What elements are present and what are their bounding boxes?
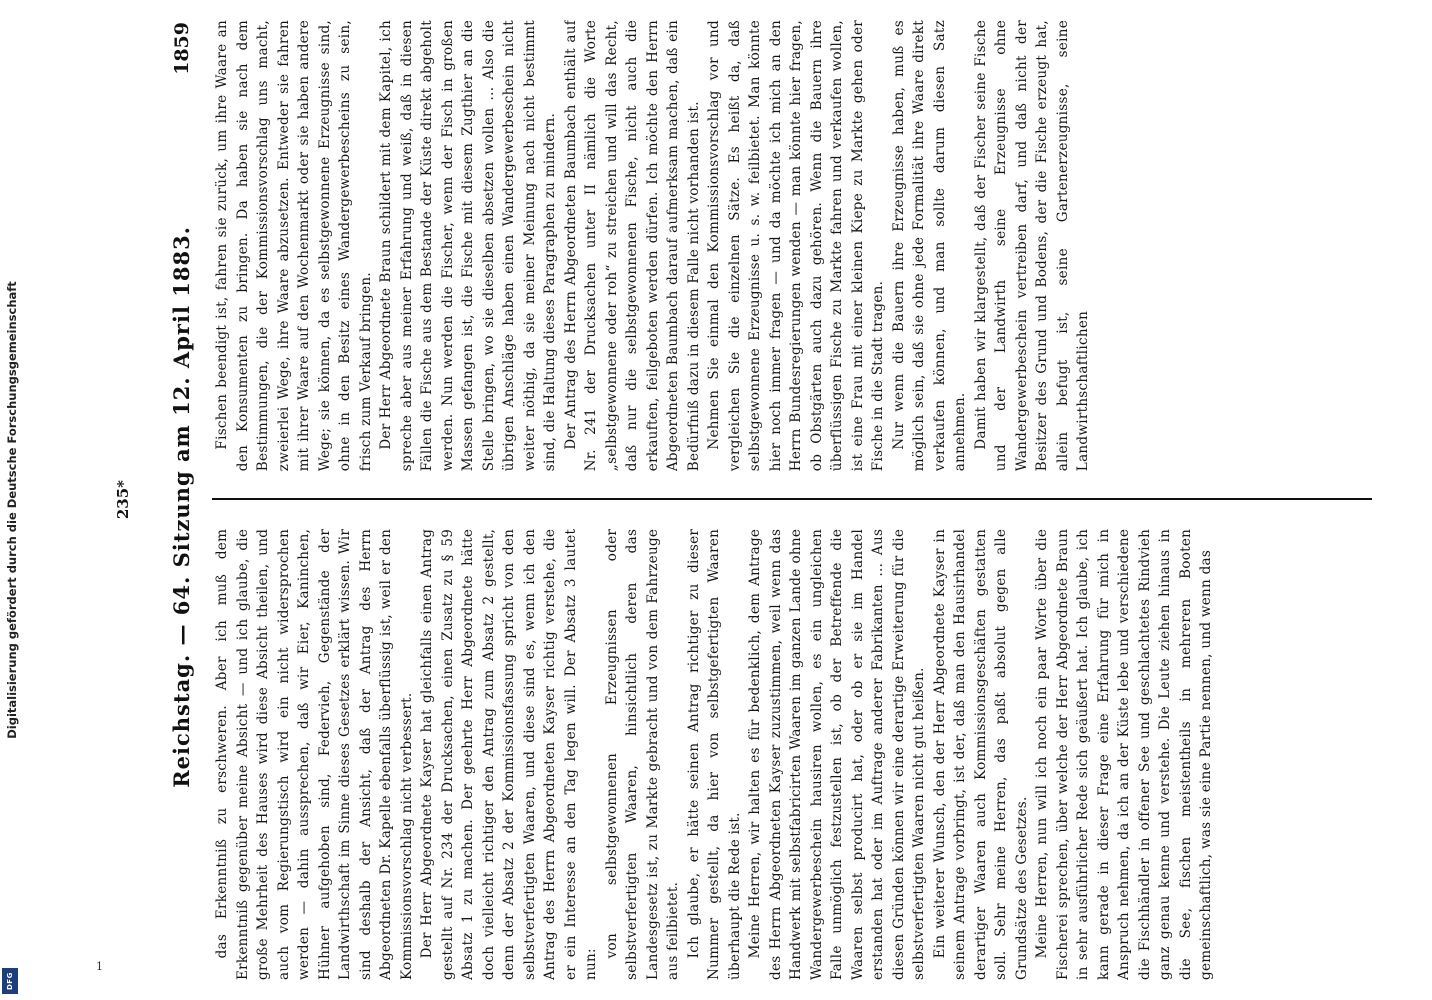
digitization-note: Digitalisierung gefördert durch die Deutsche Forschungsgemeinschaft	[5, 281, 19, 739]
column-right	[212, 20, 1372, 471]
column-left	[212, 529, 1372, 980]
paragraph-right-5: Damit haben wir klargestellt, daß der Fischer seine Fische und der Landwirth seine Erzeugnisse ohne Wandergewerbeschein vertreiben darf, und daß nicht der Besitzer des Grund und Bodens, der die Fische erzeugt hat, allein befugt ist, seine Gartenerzeugnisse, seine Landwirthschaftlichen	[972, 20, 1091, 472]
footer-strip	[0, 0, 22, 1000]
paragraph-right-4: Nur wenn die Bauern ihre Erzeugnisse haben, muß es möglich sein, daß sie ohne jede Formalität ihre Waare direkt verkaufen können, und man sollte darum diesen Satz annehmen.	[890, 20, 968, 472]
paragraph-left-3: Ich glaube, er hätte seinen Antrag richtiger zu dieser Nummer gestellt, da hier von selbstgefertigten Waaren überhaupt die Rede ist.	[685, 528, 743, 980]
page-number: 1859	[171, 22, 193, 75]
paragraph-left-0: das Erkenntniß zu erschweren. Aber ich muß dem Erkenntniß gegenüber meine Absicht — und ich glaube, die große Mehrheit des Hauses wird diese Absicht theilen, und auch vom Regierungstisch wird ein nicht widersprochen werden — dahin aussprechen, daß wir Eier, Kaninchen, Hühner aufgehoben sind, Federvieh, Gegenstände der Landwirthschaft im Sinne dieses Gesetzes erklärt wissen. Wir sind deshalb der Ansicht, daß der Antrag des Herrn Abgeordneten Dr. Kapelle ebenfalls überflüssig ist, weil er den Kommissionsvorschlag nicht verbessert.	[214, 528, 415, 980]
paragraph-right-3: Nehmen Sie einmal den Kommissionsvorschlag vor und vergleichen Sie die einzelnen Sätze. Es heißt da, daß selbstgewonnene Erzeugnisse u. s. w. feilbietet. Man könnte hier noch immer fragen — und da möchte ich mich an den Herrn Bundesregierungen wenden — man könnte hier fragen, ob Obstgärten auch dazu gehören. Wenn die Bauern ihre überflüssigen Fische zu Markte fahren und verkaufen wollen, ist eine Frau mit einer kleinen Kiepe zu Markte gehen oder Fische in die Stadt tragen.	[706, 20, 886, 472]
paragraph-left-2: von selbstgewonnenen Erzeugnissen oder selbstverfertigten Waaren, hinsichtlich deren das Landesgesetz ist, zu Markte gebracht und von dem Fahrzeuge aus feilbietet.	[603, 528, 681, 980]
paragraph-left-1: Der Herr Abgeordnete Kayser hat gleichfalls einen Antrag gestellt auf Nr. 234 der Drucksachen, einen Zusatz zu § 59 Absatz 1 zu machen. Der geehrte Herr Abgeordnete hätte doch vielleicht richtiger den Antrag zum Absatz 2 gestellt, denn der Absatz 2 der Kommissionsfassung spricht von den selbstverfertigten Waaren, und diese sind es, wenn ich den Antrag des Herrn Abgeordneten Kayser richtig verstehe, die er ein Interesse an den Tag legen will. Der Absatz 3 lautet nun:	[419, 528, 599, 980]
dfg-logo: DFG	[2, 968, 18, 994]
paragraph-left-6: Meine Herren, nun will ich noch ein paar Worte über die Fischerei sprechen, über welche der Herr Abgeordnete Braun in sehr ausführlicher Rede sich geäußert hat. Ich glaube, ich kann gerade in dieser Frage eine Erfahrung für mich in Anspruch nehmen, da ich an der Küste lebe und verschiedene die Fischhändler in offener See und geschlachtetes Rindvieh ganz genau kenne und verstehe. Die Leute ziehen hinaus in die See, fischen meistentheils in mehreren Booten gemeinschaftlich, was sie eine Partie nennen, und wenn das	[1034, 528, 1214, 980]
page-marker: 1	[96, 960, 103, 973]
column-divider	[212, 498, 1372, 500]
header-title: Reichstag. — 64. Sitzung am 12. April 1883.	[169, 225, 195, 788]
paragraph-right-2: Der Antrag des Herrn Abgeordneten Baumbach enthält auf Nr. 241 der Drucksachen unter II nämlich die Worte „selbstgewonnene oder roh“ zu streichen und will das Recht, daß nur die selbstgewonnenen Fische, nicht auch die erkauften, feilgeboten werden dürfen. Ich möchte den Herrn Abgeordneten Baumbach darauf aufmerksam machen, daß ein Bedürfniß dazu in diesem Falle nicht vorhanden ist.	[562, 20, 702, 472]
paragraph-left-4: Meine Herren, wir halten es für bedenklich, dem Antrage des Herrn Abgeordneten Kayser zuzustimmen, weil wenn das Handwerk mit selbstfabricirten Waaren im ganzen Lande ohne Wandergewerbeschein hausiren wollen, es ein ungleichen Falle unmöglich festzustellen ist, ob der Betreffende die Waaren selbst producirt hat, oder ob er sie im Handel erstanden hat oder im Auftrage anderer Fabrikanten ... Aus diesen Gründen können wir eine derartige Erweiterung für die selbstverfertigten Waaren nicht gut heißen.	[747, 528, 927, 980]
signature-mark: 235*	[114, 480, 132, 520]
rotated-page-content	[86, 0, 1432, 1000]
scanned-page	[86, 0, 1432, 1000]
paragraph-right-0: Fischen beendigt ist, fahren sie zurück, um ihre Waare an den Konsumenten zu bringen. Da haben sie nach dem Bestimmungen, die der Kommissionsvorschlag uns macht, zweierlei Wege, ihre Waare abzusetzen. Entweder sie fahren mit ihrer Waare auf den Wochenmarkt oder sie haben andere Wege; sie können, da es selbstgewonnene Erzeugnisse sind, ohne in den Besitz eines Wandergewerbescheins zu sein, frisch zum Verkauf bringen.	[214, 20, 374, 472]
paragraph-left-5: Ein weiterer Wunsch, den der Herr Abgeordnete Kayser in seinem Antrage vorbringt, ist der, daß man den Hausirhandel derartiger Waaren auch Kommissionsgeschäften gestatten soll. Sehr meine Herren, das paßt absolut gegen alle Grundsätze des Gesetzes.	[931, 528, 1030, 980]
text-columns	[212, 20, 1372, 980]
paragraph-right-1: Der Herr Abgeordnete Braun schildert mit dem Kapitel, ich spreche aber aus meiner Erfahrung und weiß, daß in diesen Fällen die Fische aus dem Bestande der Küste direkt abgeholt werden. Nun werden die Fischer, wenn der Fisch in großen Massen gefangen ist, die Fische mit diesem Zugthier an die Stelle bringen, wo sie dieselben absetzen wollen ... Also die übrigen Anschläge haben einen Wandergewerbeschein nicht weiter nöthig, da sie meiner Meinung nach nicht bestimmt sind, die Haltung dieses Paragraphen zu mindern.	[378, 20, 558, 472]
page-header	[161, 22, 202, 978]
